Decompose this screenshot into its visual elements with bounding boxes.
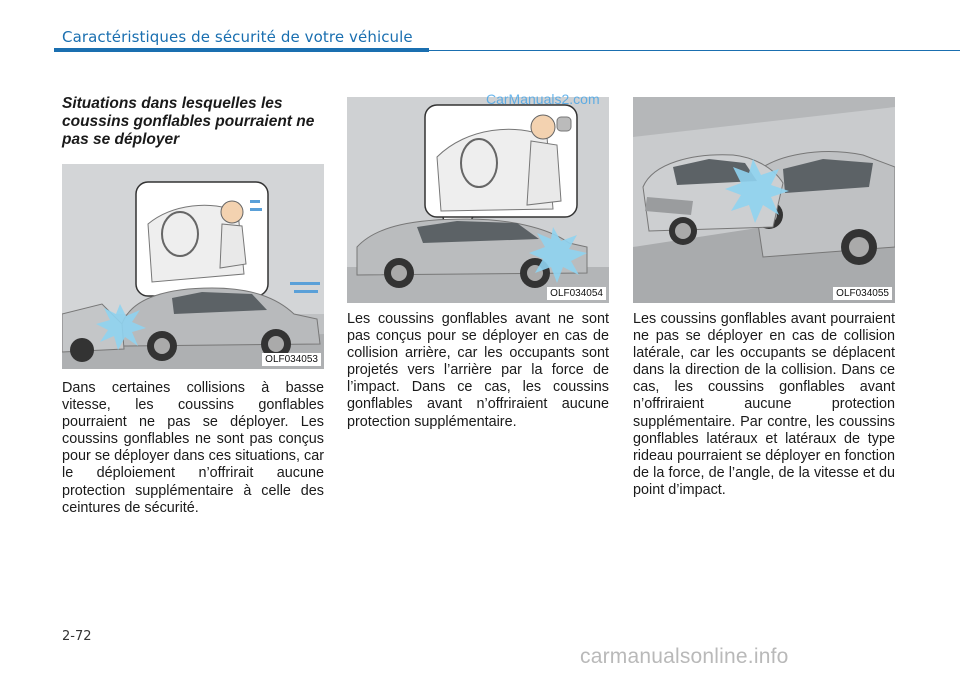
paragraph-side-collision: Les coussins gonflables avant pourraient ne pas se déployer en cas de collision latérale, car les occupants se déplacent dans la direction de la collision. Dans ce cas, les coussins gonflables avant n’offriraient aucune protection supplémentaire. Par contre, les coussins gonflables latéraux et latéraux de type rideau pourraient se déployer en fonction de la force, de l’angle, de la vitesse et du point d’impact. <box>633 311 895 498</box>
header-rule-thin <box>429 50 960 51</box>
figure-code: OLF034054 <box>547 287 606 300</box>
header-title: Caractéristiques de sécurité de votre véhicule <box>62 28 413 46</box>
figure-rear-collision <box>347 97 609 303</box>
watermark-top: CarManuals2.com <box>486 91 600 107</box>
section-heading: Situations dans lesquelles les coussins gonflables pourraient ne pas se déployer <box>62 95 315 148</box>
side-collision-illustration <box>633 97 895 303</box>
header-rule-thick <box>54 48 429 52</box>
watermark-bottom: carmanualsonline.info <box>580 645 789 668</box>
figure-code: OLF034053 <box>262 353 321 366</box>
rear-collision-illustration <box>347 97 609 303</box>
low-speed-collision-illustration <box>62 164 324 369</box>
figure-side-collision <box>633 97 895 303</box>
page-number: 2-72 <box>62 629 92 644</box>
paragraph-rear-collision: Les coussins gonflables avant ne sont pas conçus pour se déployer en cas de collision arrière, car les occupants sont projetés vers l’arrière par la force de l’impact. Dans ce cas, les coussins gonflables avant n’offriraient aucune protection supplémentaire. <box>347 311 609 430</box>
figure-low-speed-collision <box>62 164 324 369</box>
figure-code: OLF034055 <box>833 287 892 300</box>
paragraph-low-speed: Dans certaines collisions à basse vitesse, les coussins gonflables pourraient ne pas se déployer. Les coussins gonflables ne sont pas conçus pour se déployer dans ces situations, car le déploiement n’offrirait aucune protection supplémentaire à celle des ceintures de sécurité. <box>62 380 324 516</box>
